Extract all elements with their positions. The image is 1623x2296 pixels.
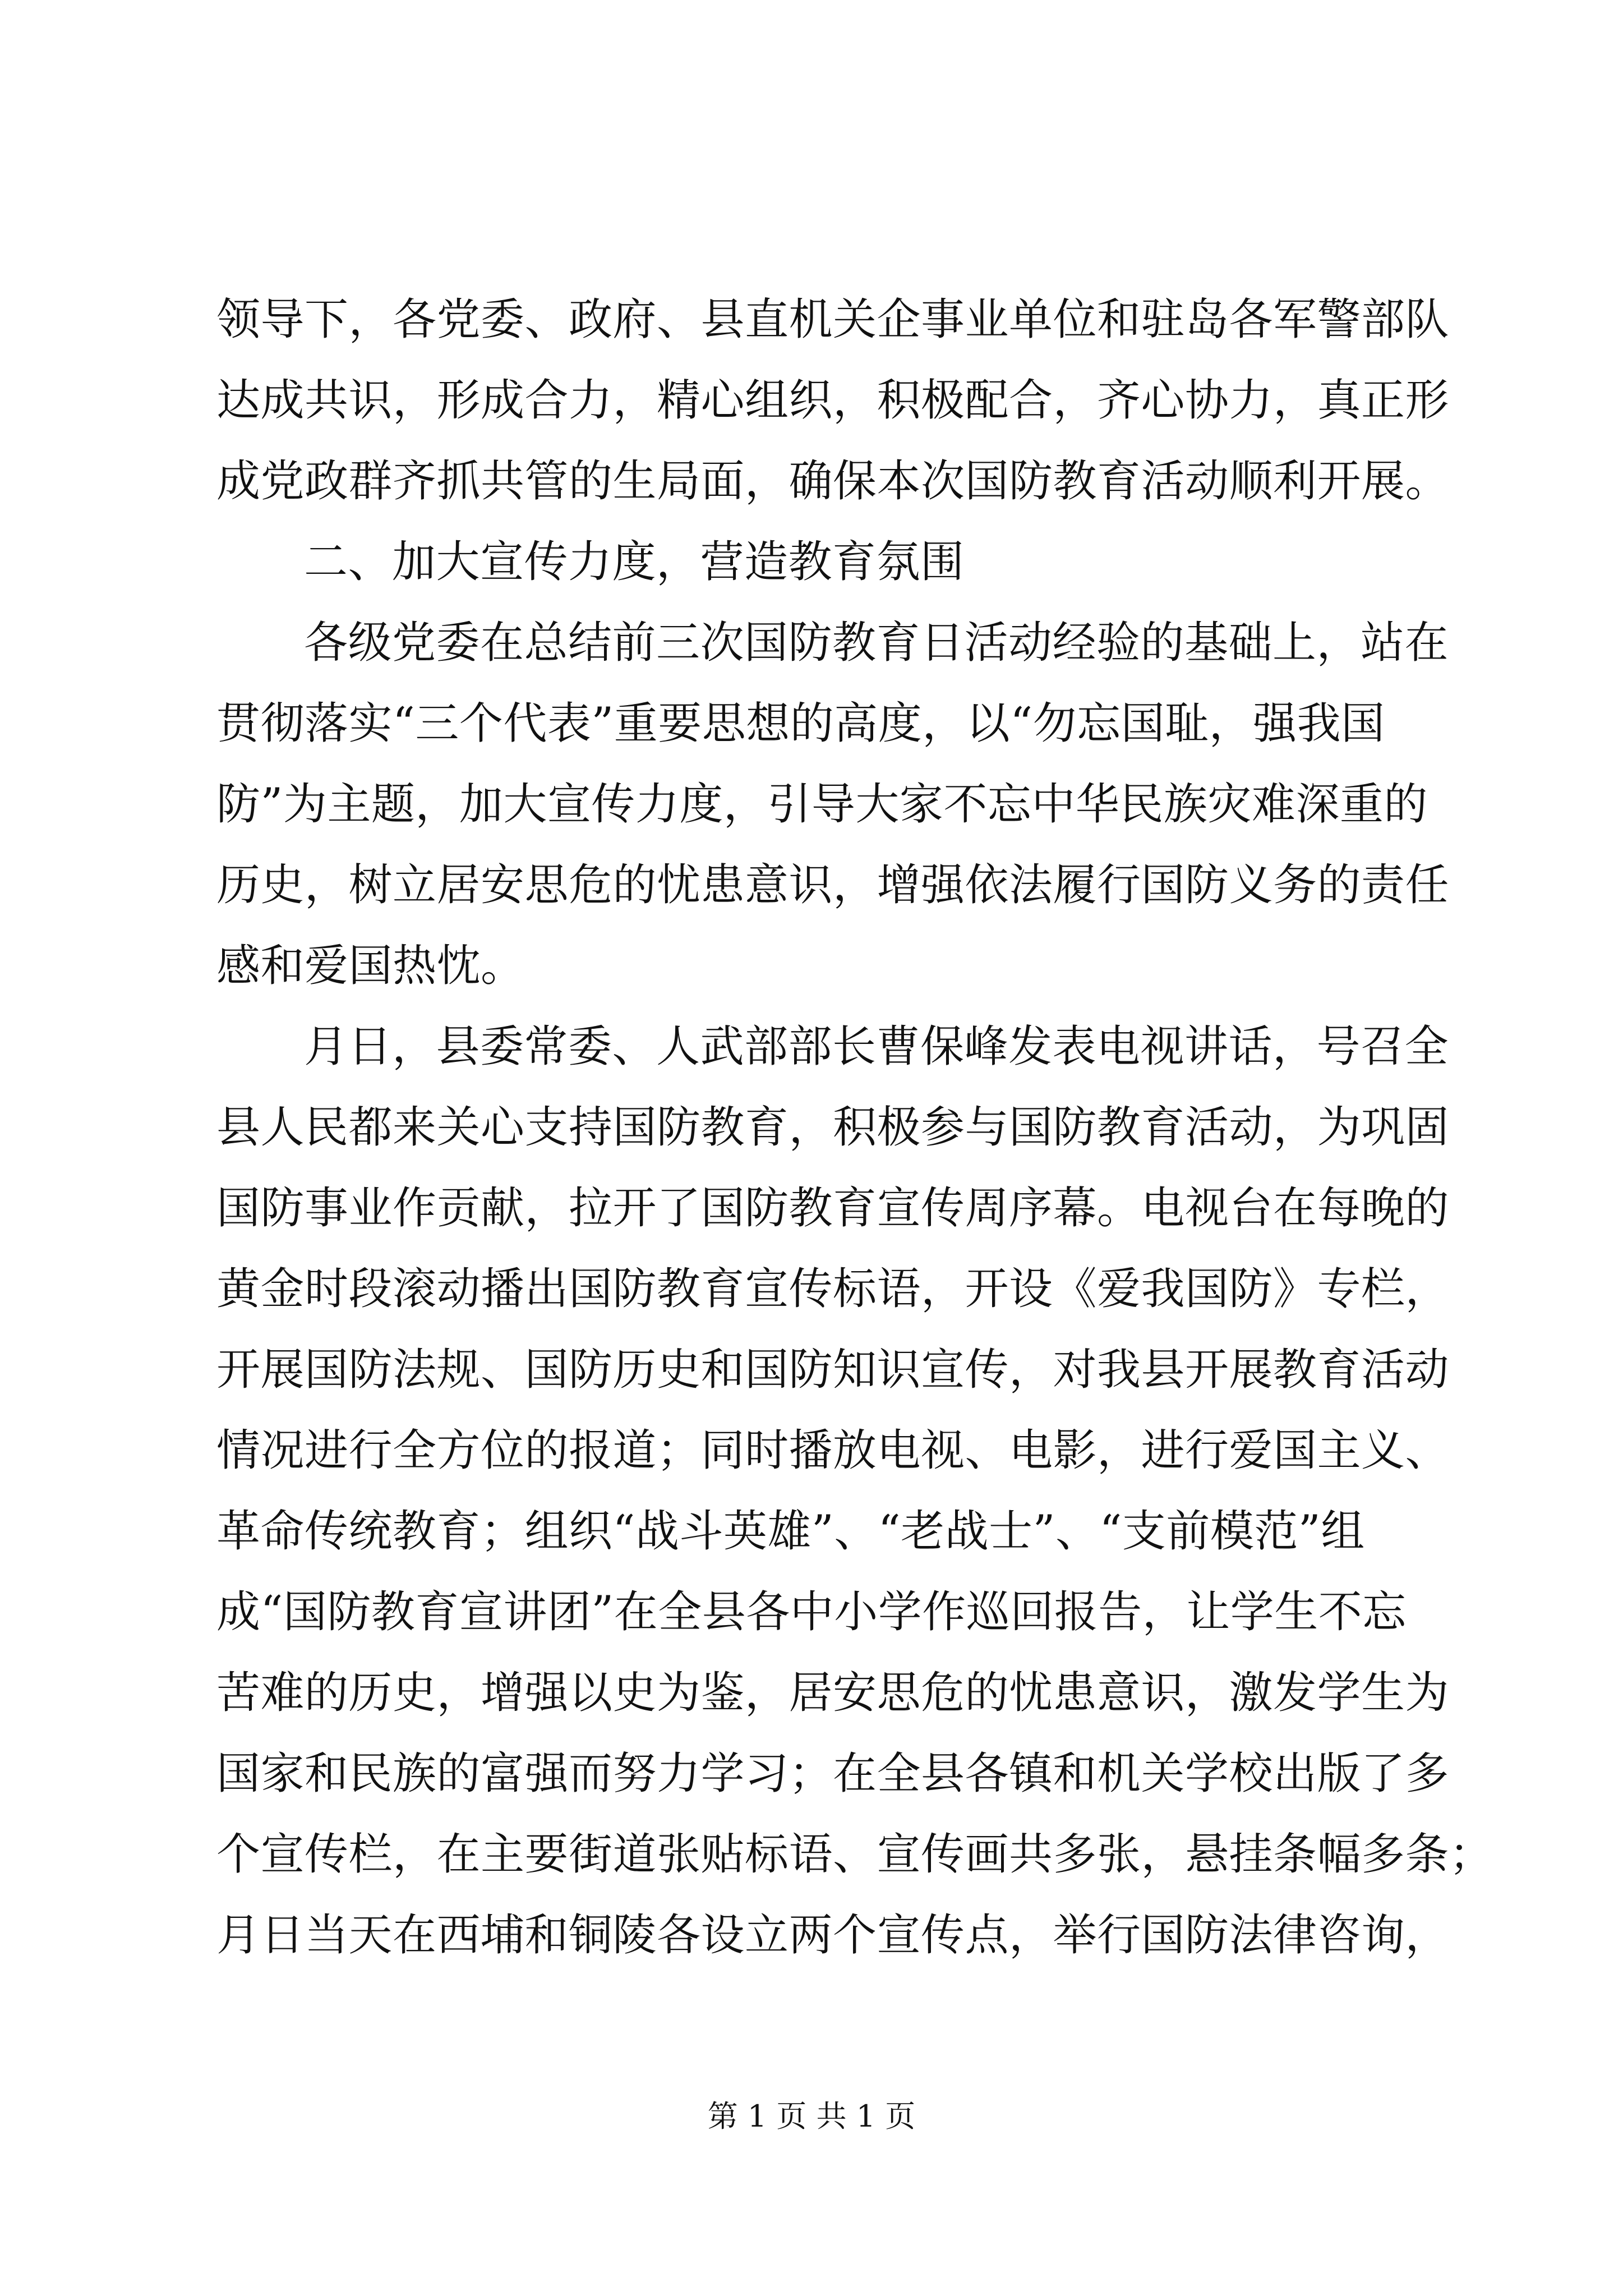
text-line: 贯彻落实“三个代表”重要思想的高度，以“勿忘国耻，强我国 <box>216 698 1385 749</box>
text-line: 各级党委在总结前三次国防教育日活动经验的基础上，站在 <box>304 618 1449 668</box>
section-heading: 二、加大宣传力度，营造教育氛围 <box>304 537 965 587</box>
text-line: 国家和民族的富强而努力学习；在全县各镇和机关学校出版了多 <box>216 1749 1450 1799</box>
text-line: 开展国防法规、国防历史和国防知识宣传，对我县开展教育活动 <box>216 1345 1450 1395</box>
text-line: 县人民都来关心支持国防教育，积极参与国防教育活动，为巩固 <box>216 1102 1450 1153</box>
text-line: 国防事业作贡献，拉开了国防教育宣传周序幕。电视台在每晚的 <box>216 1183 1450 1234</box>
text-line: 苦难的历史，增强以史为鉴，居安思危的忧患意识，激发学生为 <box>216 1668 1450 1718</box>
text-line: 革命传统教育；组织“战斗英雄”、“老战士”、“支前模范”组 <box>216 1506 1365 1557</box>
text-line: 历史，树立居安思危的忧患意识，增强依法履行国防义务的责任 <box>216 860 1450 910</box>
text-line: 防”为主题，加大宣传力度，引导大家不忘中华民族灾难深重的 <box>216 779 1428 830</box>
text-line: 月日当天在西埔和铜陵各设立两个宣传点，举行国防法律咨询， <box>216 1910 1450 1961</box>
text-line: 月日，县委常委、人武部部长曹保峰发表电视讲话，号召全 <box>304 1022 1449 1072</box>
text-line: 达成共识，形成合力，精心组织，积极配合，齐心协力，真正形 <box>216 375 1450 426</box>
text-line: 个宣传栏，在主要街道张贴标语、宣传画共多张，悬挂条幅多条； <box>216 1829 1493 1880</box>
text-line: 感和爱国热忱。 <box>216 941 525 991</box>
text-line: 情况进行全方位的报道；同时播放电视、电影，进行爱国主义、 <box>216 1425 1450 1476</box>
page-number-footer: 第 1 页 共 1 页 <box>707 2099 916 2134</box>
document-body <box>216 279 1493 1976</box>
text-line: 领导下，各党委、政府、县直机关企事业单位和驻岛各军警部队 <box>216 295 1450 345</box>
text-line: 成党政群齐抓共管的生局面，确保本次国防教育活动顺利开展。 <box>216 456 1450 507</box>
text-line: 成“国防教育宣讲团”在全县各中小学作巡回报告，让学生不忘 <box>216 1587 1407 1637</box>
text-line: 黄金时段滚动播出国防教育宣传标语，开设《爱我国防》专栏， <box>216 1264 1450 1314</box>
